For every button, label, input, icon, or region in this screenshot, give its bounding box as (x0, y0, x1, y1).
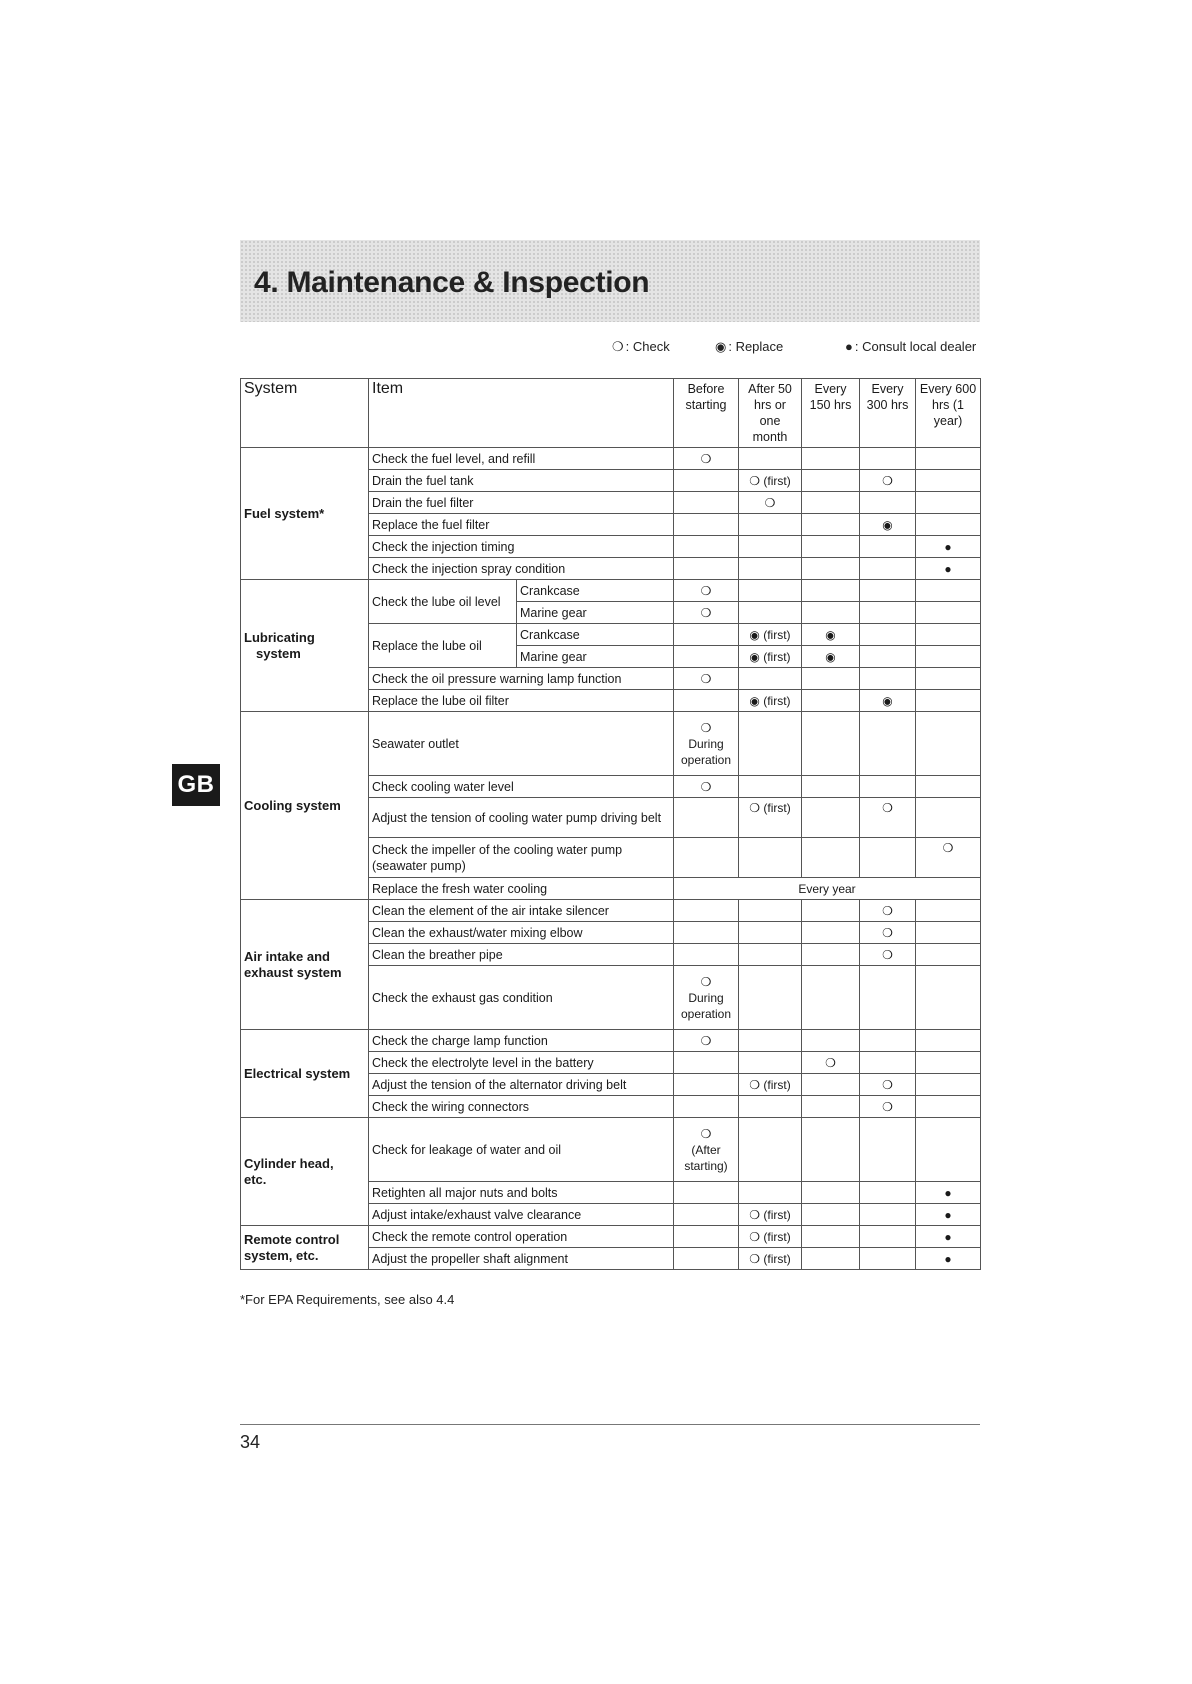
item-cell: Check the remote control operation (369, 1226, 674, 1248)
mark-check: ❍ (674, 602, 739, 624)
header-item: Item (369, 379, 674, 448)
mark-dealer: ● (916, 1248, 981, 1270)
sub-item-cell: Crankcase (517, 624, 674, 646)
legend-replace: ◉ : Replace (715, 339, 784, 354)
mark-dealer: ● (916, 1182, 981, 1204)
mark-check: ❍ (739, 492, 802, 514)
legend-check: ❍ : Check (612, 339, 670, 354)
header-before-starting: Before starting (674, 379, 739, 448)
mark-replace: ◉ (860, 690, 916, 712)
item-cell: Check the exhaust gas condition (369, 966, 674, 1030)
mark-check-first: ❍ (first) (739, 1248, 802, 1270)
maintenance-table (240, 378, 981, 1270)
item-cell: Clean the breather pipe (369, 944, 674, 966)
footer-divider (240, 1424, 980, 1425)
item-cell: Check for leakage of water and oil (369, 1118, 674, 1182)
mark-check-first: ❍ (first) (739, 1226, 802, 1248)
item-cell: Clean the element of the air intake silencer (369, 900, 674, 922)
note-every-year: Every year (674, 878, 981, 900)
table-row (241, 448, 981, 470)
item-cell: Check the impeller of the cooling water pump (seawater pump) (369, 838, 674, 878)
mark-check: ❍ (674, 580, 739, 602)
mark-dealer: ● (916, 536, 981, 558)
item-cell: Replace the lube oil (369, 624, 517, 668)
mark-check-first: ❍ (first) (739, 1204, 802, 1226)
mark-replace: ◉ (802, 624, 860, 646)
item-cell: Clean the exhaust/water mixing elbow (369, 922, 674, 944)
system-lubricating: Lubricating system (241, 580, 369, 712)
item-cell: Check the wiring connectors (369, 1096, 674, 1118)
header-system: System (241, 379, 369, 448)
item-cell: Check the oil pressure warning lamp function (369, 668, 674, 690)
mark-check: ❍ (802, 1052, 860, 1074)
mark-check: ❍ (860, 900, 916, 922)
mark-check-during-operation: ❍ During operation (674, 966, 739, 1030)
dealer-icon: ● (845, 339, 853, 354)
system-cooling: Cooling system (241, 712, 369, 900)
check-icon: ❍ (612, 339, 624, 354)
page-title: 4. Maintenance & Inspection (254, 266, 650, 299)
section-title-band (240, 240, 980, 322)
page-number: 34 (240, 1432, 261, 1452)
mark-replace-first: ◉ (first) (739, 624, 802, 646)
table-row (241, 712, 981, 776)
mark-check: ❍ (860, 470, 916, 492)
mark-check: ❍ (674, 448, 739, 470)
mark-check: ❍ (860, 1096, 916, 1118)
item-cell: Adjust the propeller shaft alignment (369, 1248, 674, 1270)
mark-replace-first: ◉ (first) (739, 646, 802, 668)
item-cell: Check the electrolyte level in the battery (369, 1052, 674, 1074)
mark-check: ❍ (860, 944, 916, 966)
mark-replace: ◉ (860, 514, 916, 536)
mark-check-first: ❍ (first) (739, 798, 802, 838)
mark-check: ❍ (860, 1074, 916, 1096)
system-air-intake-exhaust: Air intake and exhaust system (241, 900, 369, 1030)
item-cell: Check the lube oil level (369, 580, 517, 624)
mark-check: ❍ (674, 1030, 739, 1052)
legend-dealer: ● : Consult local dealer (845, 339, 977, 354)
item-cell: Check cooling water level (369, 776, 674, 798)
item-cell: Check the fuel level, and refill (369, 448, 674, 470)
language-tab-gb: GB (172, 764, 220, 806)
item-cell: Replace the lube oil filter (369, 690, 674, 712)
table-row (241, 580, 981, 602)
item-cell: Adjust the tension of the alternator driving belt (369, 1074, 674, 1096)
mark-check: ❍ (860, 798, 916, 838)
table-row (241, 900, 981, 922)
system-electrical: Electrical system (241, 1030, 369, 1118)
footnote: *For EPA Requirements, see also 4.4 (240, 1292, 455, 1307)
system-fuel: Fuel system* (241, 448, 369, 580)
mark-check-first: ❍ (first) (739, 1074, 802, 1096)
table-row (241, 1118, 981, 1182)
symbol-legend (612, 339, 982, 357)
sub-item-cell: Marine gear (517, 602, 674, 624)
sub-item-cell: Crankcase (517, 580, 674, 602)
item-cell: Drain the fuel tank (369, 470, 674, 492)
mark-check: ❍ (916, 838, 981, 878)
item-cell: Check the charge lamp function (369, 1030, 674, 1052)
header-every-150: Every 150 hrs (802, 379, 860, 448)
mark-check-during-operation: ❍ During operation (674, 712, 739, 776)
item-cell: Seawater outlet (369, 712, 674, 776)
item-cell: Adjust the tension of cooling water pump driving belt (369, 798, 674, 838)
table-row (241, 1226, 981, 1248)
header-every-300: Every 300 hrs (860, 379, 916, 448)
mark-dealer: ● (916, 558, 981, 580)
mark-replace-first: ◉ (first) (739, 690, 802, 712)
system-cylinder-head: Cylinder head, etc. (241, 1118, 369, 1226)
header-after-50: After 50 hrs or one month (739, 379, 802, 448)
item-cell: Check the injection spray condition (369, 558, 674, 580)
table-row (241, 1030, 981, 1052)
mark-check: ❍ (674, 776, 739, 798)
mark-dealer: ● (916, 1204, 981, 1226)
item-cell: Adjust intake/exhaust valve clearance (369, 1204, 674, 1226)
item-cell: Drain the fuel filter (369, 492, 674, 514)
system-remote-control: Remote control system, etc. (241, 1226, 369, 1270)
mark-dealer: ● (916, 1226, 981, 1248)
table-header-row (241, 379, 981, 448)
header-every-600: Every 600 hrs (1 year) (916, 379, 981, 448)
mark-check: ❍ (860, 922, 916, 944)
mark-check-after-starting: ❍ (After starting) (674, 1118, 739, 1182)
mark-replace: ◉ (802, 646, 860, 668)
mark-check-first: ❍ (first) (739, 470, 802, 492)
item-cell: Retighten all major nuts and bolts (369, 1182, 674, 1204)
replace-icon: ◉ (715, 339, 727, 354)
item-cell: Replace the fuel filter (369, 514, 674, 536)
mark-check: ❍ (674, 668, 739, 690)
item-cell: Replace the fresh water cooling (369, 878, 674, 900)
sub-item-cell: Marine gear (517, 646, 674, 668)
item-cell: Check the injection timing (369, 536, 674, 558)
